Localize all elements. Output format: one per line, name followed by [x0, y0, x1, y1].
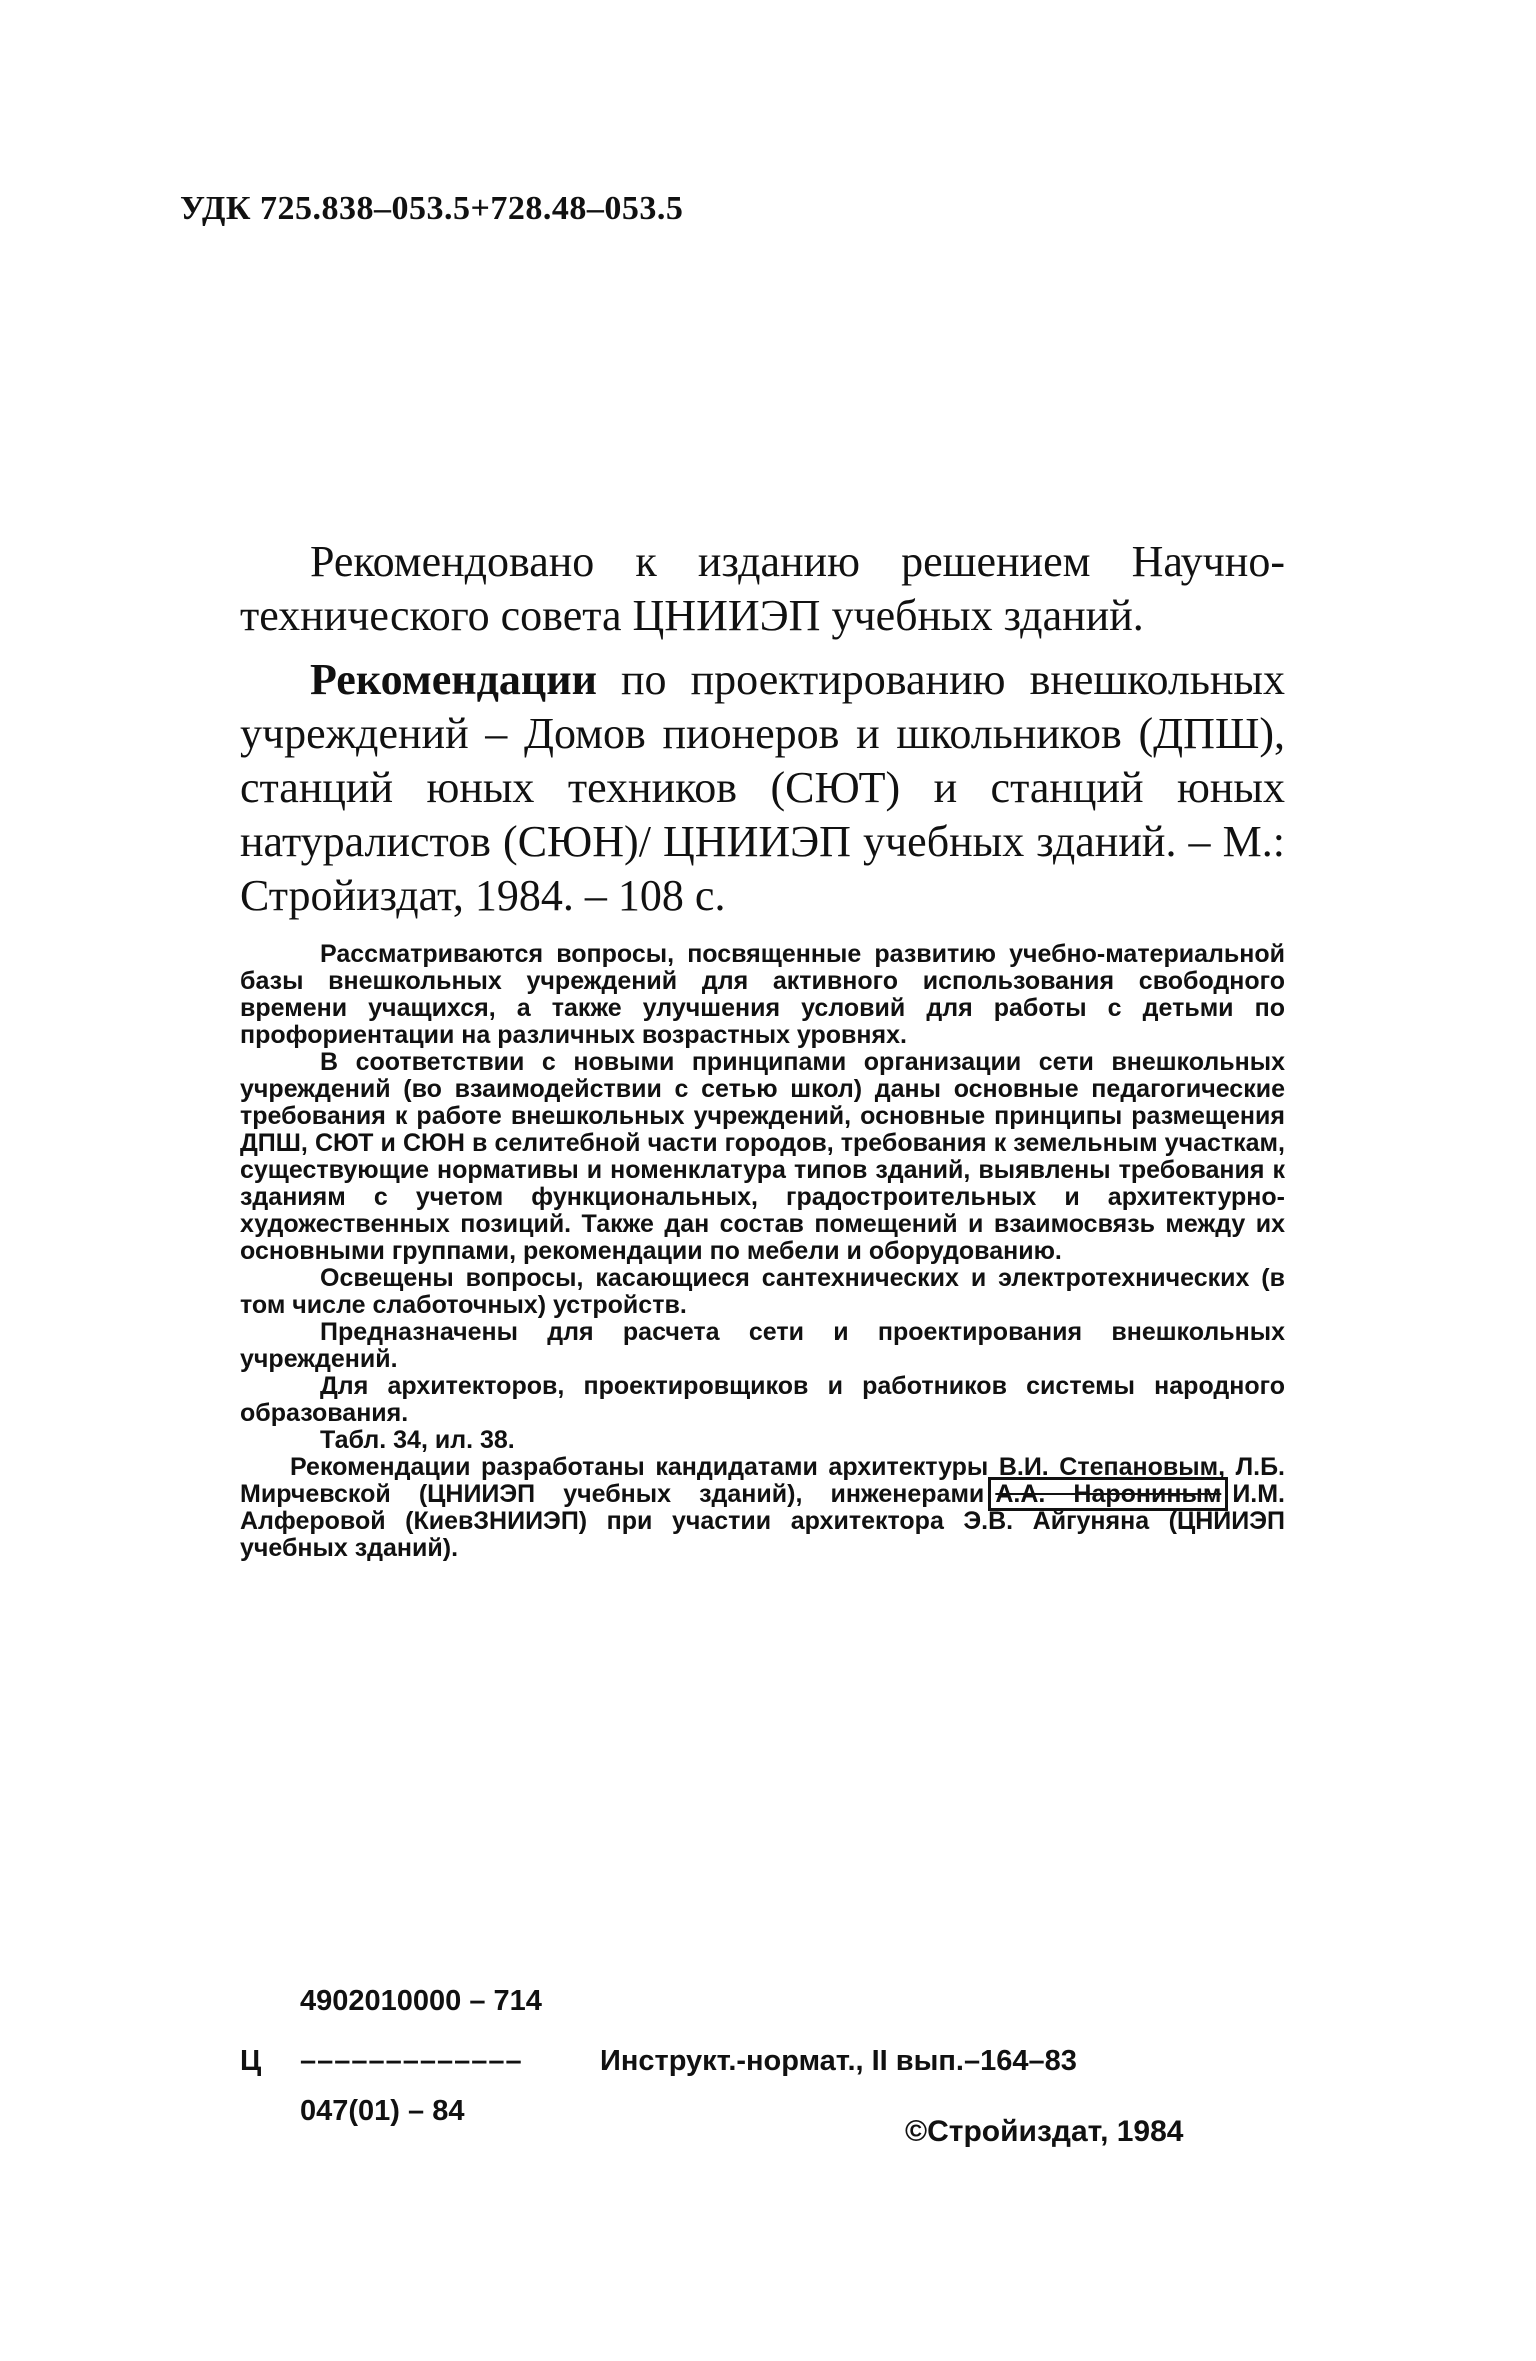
- authors-text-before: Рекомендации разработаны кандидатами архитектуры В.И. Степановым, Л.Б. Мирчевской (ЦНИИЭП учебных зданий), инженерами: [240, 1453, 1285, 1508]
- tables-illustrations-count: Табл. 34, ил. 38.: [320, 1426, 515, 1454]
- abstract-paragraph-5: Для архитекторов, проектировщиков и работников системы народного образования.: [240, 1372, 1285, 1427]
- abstract-paragraph-2: В соответствии с новыми принципами организации сети внешкольных учреждений (во взаимодействии с сетью школ) даны основные педагогические требования к работе внешкольных учреждений, основные принципы размещения ДПШ, СЮТ и СЮН в селитебной части городов, требования к земельным участкам, существующие нормативы и номенклатура типов зданий, выявлены требования к зданиям с учетом функциональных, градостроительных и архитектурно-художественных позиций. Также дан состав помещений и взаимосвязь между их основными группами, рекомендации по мебели и оборудованию.: [240, 1048, 1285, 1265]
- index-numerator: 4902010000 – 714: [300, 1985, 542, 2017]
- abstract-paragraph-1: Рассматриваются вопросы, посвященные развитию учебно-материальной базы внешкольных учреждений для активного использования свободного времени учащихся, а также улучшения условий для работы с детьми по профориентации на различных возрастных уровнях.: [240, 940, 1285, 1049]
- bibliographic-record: [240, 653, 1285, 923]
- index-description: Инструкт.-нормат., II вып.–164–83: [600, 2045, 1077, 2077]
- boxed-author-name: А.А. Нарониным: [988, 1477, 1228, 1511]
- main-text: [240, 535, 1285, 1562]
- abstract: [240, 941, 1285, 1562]
- bibliographic-title: Рекомендации: [310, 655, 597, 704]
- bibliographic-description: по проектированию внешкольных учреждений – Домов пионеров и школьников (ДПШ), станций юных техников (СЮТ) и станций юных натуралистов (СЮН)/ ЦНИИЭП учебных зданий. – М.: Стройиздат, 1984. – 108 с.: [240, 655, 1285, 920]
- index-fraction-line: –––––––––––––: [300, 2045, 523, 2077]
- abstract-paragraph-3: Освещены вопросы, касающиеся сантехнических и электротехнических (в том числе слаботочных) устройств.: [240, 1264, 1285, 1319]
- authors-paragraph: [240, 1454, 1285, 1562]
- udk-code: УДК 725.838–053.5+728.48–053.5: [180, 190, 684, 227]
- index-letter: Ц: [240, 2045, 262, 2077]
- abstract-paragraph-4: Предназначены для расчета сети и проектирования внешкольных учреждений.: [240, 1318, 1285, 1373]
- recommendation-note: Рекомендовано к изданию решением Научно-технического совета ЦНИИЭП учебных зданий.: [240, 537, 1285, 640]
- index-denominator: 047(01) – 84: [300, 2095, 465, 2127]
- authors-text-after: И.М. Алферовой (КиевЗНИИЭП) при участии архитектора Э.В. Айгуняна (ЦНИИЭП учебных зданий).: [240, 1480, 1285, 1562]
- copyright-notice: ©Стройиздат, 1984: [905, 2115, 1184, 2148]
